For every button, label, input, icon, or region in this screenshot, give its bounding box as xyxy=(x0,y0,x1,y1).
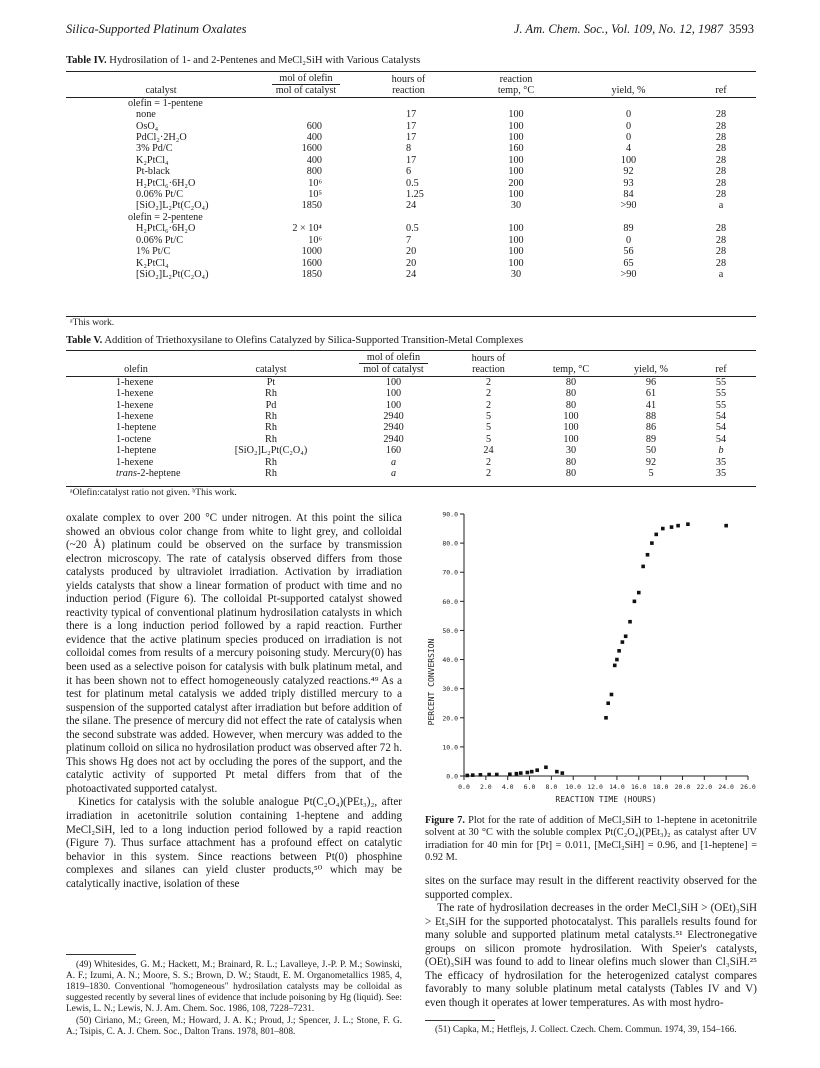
table4-header-ratio: $\frac{\text{mol of olefin}}{\text{mol of catalyst}}$ xyxy=(256,73,356,97)
cell-hours: 2 xyxy=(485,399,492,411)
data-point xyxy=(628,620,632,624)
cell-ref: 28 xyxy=(715,109,727,121)
ref-50: (50) Ciriano, M.; Green, M.; Howard, J. A. K.; Proud, J.; Spencer, J. L.; Stone, F. G. A.; Tsipis, C. A. J. Chem. Soc., Dalton Trans. 1978, 801–808. xyxy=(66,1016,402,1037)
cell-yield: 50 xyxy=(645,445,657,457)
table-row xyxy=(66,166,756,177)
data-point xyxy=(530,770,534,774)
cell-olefin: 1-hexene xyxy=(116,456,154,468)
cell-ratio: 2940 xyxy=(383,411,404,423)
cell-temp: 30 xyxy=(510,200,522,212)
right-refs-rule xyxy=(425,1020,495,1021)
data-point xyxy=(633,600,637,604)
y-tick-label: 80.0 xyxy=(442,539,458,548)
data-point xyxy=(555,770,559,774)
figure7-caption: Figure 7. Plot for the rate of addition of MeCl₂SiH to 1-heptene in acetonitrile solvent at 30 °C with the soluble complex Pt(C₂O₄)(PEt₃)₂ as catalyst after UV irradiation for 40 min for [Pt] = 0.011, [MeCl₂SiH] = 0.96, and [1-heptene] = 0.92 M. xyxy=(425,815,757,863)
cell-catalyst: Pd xyxy=(265,399,277,411)
table-row xyxy=(66,388,756,399)
cell-hours: 7 xyxy=(406,234,412,246)
cell-temp: 100 xyxy=(563,422,579,434)
data-point xyxy=(613,664,617,668)
data-point xyxy=(654,533,658,537)
cell-ref: 54 xyxy=(715,433,727,445)
cell-temp: 100 xyxy=(508,132,524,144)
cell-ref: 55 xyxy=(715,388,727,400)
table-row xyxy=(66,189,756,200)
data-point xyxy=(604,716,608,720)
y-tick-label: 60.0 xyxy=(442,597,458,606)
x-tick-label: 20.0 xyxy=(674,783,691,791)
table4-caption: Table IV. Hydrosilation of 1- and 2-Pentenes and MeCl₂SiH with Various Catalysts xyxy=(66,55,421,66)
data-point xyxy=(561,771,565,775)
cell-catalyst: H₂PtCl₆·6H₂O xyxy=(136,177,196,189)
table4-header-hours: hours of reaction xyxy=(391,74,426,97)
cell-ref: 28 xyxy=(715,223,727,235)
cell-temp: 200 xyxy=(508,177,524,189)
cell-temp: 100 xyxy=(508,246,524,258)
table4-group-label: olefin = 1-pentene xyxy=(128,97,203,109)
cell-olefin: 1-hexene xyxy=(116,388,154,400)
cell-yield: 0 xyxy=(625,234,632,246)
cell-hours: 2 xyxy=(485,376,492,388)
table-row xyxy=(66,132,756,143)
cell-yield: 100 xyxy=(620,154,637,166)
table5-header-catalyst: catalyst xyxy=(255,364,287,376)
plot-axes xyxy=(460,514,748,780)
table-row xyxy=(66,178,756,189)
cell-yield: >90 xyxy=(620,268,637,280)
cell-catalyst: K₂PtCl₄ xyxy=(136,154,169,166)
cell-ref: 28 xyxy=(715,166,727,178)
cell-temp: 100 xyxy=(508,257,524,269)
x-axis-label: REACTION TIME (HOURS) xyxy=(555,795,657,804)
cell-yield: 86 xyxy=(645,422,657,434)
data-point xyxy=(724,524,728,528)
cell-yield: 89 xyxy=(623,223,634,235)
y-tick-label: 70.0 xyxy=(442,568,458,577)
x-tick-label: 22.0 xyxy=(696,783,713,791)
table5-header-hours: hours of reaction xyxy=(471,353,506,376)
cell-ratio xyxy=(256,109,356,120)
cell-ref: a xyxy=(718,268,724,280)
table4-bottom-rule xyxy=(66,316,756,317)
cell-ref: b xyxy=(718,445,724,457)
table-row xyxy=(66,411,756,422)
table-row xyxy=(66,143,756,154)
table5-header-ratio: $\frac{\text{mol of olefin}}{\text{mol of catalyst}}$ xyxy=(336,352,451,376)
right-paragraph-2: The rate of hydrosilation decreases in the order MeCl₂SiH > (OEt)₃SiH > Et₃SiH for the supported photocatalyst. This parallels results found for many soluble and supported platinum metal catalysts.⁵¹ Electronegative groups on silicon promote hydrosilation. With Speier's catalysts, (OEt)₃SiH was found to add to linear olefins much slower than Cl₃SiH.²⁵ The efficacy of hydrosilation for the heterogenized catalyst compares favorably to many soluble platinum metal catalysts (Tables IV and V) even though it operates at lower temperatures. As with most hydro- xyxy=(425,902,757,1009)
cell-ref: 28 xyxy=(715,246,727,258)
cell-hours: 24 xyxy=(406,268,417,280)
cell-temp: 100 xyxy=(508,166,524,178)
left-paragraph-2: Kinetics for catalysis with the soluble analogue Pt(C₂O₄)(PEt₃)₂, after irradiation in acetonitrile solution containing 1-heptene and adding MeCl₂SiH, led to a long induction period followed by a rapid reaction (Figure 7). Thus surface attachment has a profound effect on catalytic behavior in this system. Since reactions between Pt(0) phosphine complexes and silanes can yield cluster products,⁵⁰ which may be catalytically inactive, isolation of these xyxy=(66,796,402,890)
table4-header-ref: ref xyxy=(715,85,727,97)
cell-ref: 28 xyxy=(715,257,727,269)
table5-header-row xyxy=(66,352,756,376)
data-points xyxy=(465,522,727,777)
cell-olefin: 1-heptene xyxy=(116,445,157,457)
cell-yield: 96 xyxy=(645,376,657,388)
cell-hours: 17 xyxy=(406,120,417,132)
table4-footnote: ᵃThis work. xyxy=(70,317,115,328)
cell-yield: 0 xyxy=(625,132,632,144)
table5-footnote: ᵃOlefin:catalyst ratio not given. ᵇThis work. xyxy=(70,487,237,498)
table-row xyxy=(66,223,756,234)
cell-hours: 2 xyxy=(485,456,492,468)
cell-ratio: 800 xyxy=(306,166,322,178)
cell-temp: 30 xyxy=(565,445,577,457)
table-row xyxy=(66,269,756,280)
data-point xyxy=(526,771,530,775)
cell-temp: 30 xyxy=(510,268,522,280)
table5-header-ref: ref xyxy=(715,364,727,376)
table5 xyxy=(66,352,756,479)
cell-olefin: 1-hexene xyxy=(116,376,154,388)
table-row xyxy=(66,121,756,132)
cell-ratio: 1600 xyxy=(301,143,322,155)
y-tick-label: 40.0 xyxy=(442,656,458,665)
cell-ref: 54 xyxy=(715,422,727,434)
cell-catalyst: Pt xyxy=(266,376,276,388)
cell-ratio: 1850 xyxy=(301,268,322,280)
cell-catalyst: 0.06% Pt/C xyxy=(136,189,183,201)
data-point xyxy=(621,640,625,644)
cell-ratio: 2940 xyxy=(383,422,404,434)
y-tick-label: 10.0 xyxy=(442,743,458,752)
cell-ratio: 1600 xyxy=(301,257,322,269)
cell-ratio: 1000 xyxy=(301,246,322,258)
table4-body xyxy=(66,97,756,280)
table-row xyxy=(66,200,756,211)
table4-header-catalyst: catalyst xyxy=(145,85,177,97)
table5-caption: Table V. Addition of Triethoxysilane to Olefins Catalyzed by Silica-Supported Transition-Metal Complexes xyxy=(66,335,524,346)
cell-ref: 28 xyxy=(715,132,727,144)
data-point xyxy=(495,773,499,777)
cell-temp: 100 xyxy=(508,234,524,246)
cell-hours: 17 xyxy=(406,132,417,144)
cell-hours: 6 xyxy=(406,166,412,178)
data-point xyxy=(544,765,548,769)
data-point xyxy=(676,524,680,528)
cell-yield: 88 xyxy=(645,411,657,423)
cell-catalyst: Pt-black xyxy=(136,166,170,178)
cell-catalyst: 1% Pt/C xyxy=(136,246,171,258)
cell-hours: 8 xyxy=(406,143,412,155)
cell-temp: 160 xyxy=(508,143,524,155)
cell-ratio: 400 xyxy=(306,132,322,144)
table5-header-olefin: olefin xyxy=(124,364,148,376)
table4-group-row xyxy=(66,212,756,223)
cell-ratio: 400 xyxy=(306,154,322,166)
y-tick-label: 0.0 xyxy=(446,772,458,781)
cell-ref: 54 xyxy=(715,411,727,423)
cell-temp: 100 xyxy=(563,433,579,445)
x-tick-label: 26.0 xyxy=(740,783,756,791)
x-tick-label: 8.0 xyxy=(545,783,558,791)
cell-temp: 80 xyxy=(565,456,577,468)
cell-hours: 5 xyxy=(485,411,492,423)
left-refs-rule xyxy=(66,954,136,955)
cell-ratio: 1850 xyxy=(301,200,322,212)
cell-temp: 100 xyxy=(563,411,579,423)
cell-ref: 28 xyxy=(715,143,727,155)
cell-ratio: a xyxy=(390,456,397,468)
cell-ratio: 160 xyxy=(385,445,402,457)
table-row xyxy=(66,434,756,445)
cell-catalyst: none xyxy=(136,109,156,121)
cell-ratio: 100 xyxy=(385,376,402,388)
table4-top-rule xyxy=(66,71,756,72)
table4-header-temp: reaction temp, °C xyxy=(497,74,535,97)
x-tick-label: 18.0 xyxy=(652,783,669,791)
cell-ratio: 10⁶ xyxy=(308,177,322,189)
data-point xyxy=(646,553,650,557)
data-point xyxy=(606,701,610,705)
cell-hours: 5 xyxy=(485,433,492,445)
page-number: 3593 xyxy=(729,22,754,36)
cell-ratio: 10⁵ xyxy=(308,189,322,201)
table5-body xyxy=(66,376,756,479)
ref-49: (49) Whitesides, G. M.; Hackett, M.; Brainard, R. L.; Lavalleye, J.-P. P. M.; Sowinski, A. F.; Izumi, A. N.; Moore, S. S.; Brown, D. W.; Staudt, E. M. Organometallics 1985, 4, 1819–1830. Conventional "homogeneous" hydrosilation catalysts may be colloidal as suggested recently by several lines of evidence that include poisoning by Hg (liquid). See: Lewis, L. N.; Lewis, N. J. Am. Chem. Soc. 1986, 108, 7228–7231. xyxy=(66,960,402,1014)
data-point xyxy=(610,693,614,697)
cell-temp: 80 xyxy=(565,399,577,411)
tick-labels xyxy=(442,511,756,792)
cell-catalyst: [SiO₂]L₂Pt(C₂O₄) xyxy=(234,445,308,457)
data-point xyxy=(637,591,641,595)
table4 xyxy=(66,73,756,280)
cell-ratio: 2940 xyxy=(383,433,404,445)
cell-ref: 55 xyxy=(715,399,727,411)
cell-yield: 5 xyxy=(648,468,654,480)
cell-ref: 28 xyxy=(715,154,727,166)
cell-hours: 24 xyxy=(406,200,417,212)
cell-catalyst: 0.06% Pt/C xyxy=(136,234,183,246)
cell-yield: 0 xyxy=(625,109,632,121)
table-row xyxy=(66,445,756,456)
cell-catalyst: 3% Pd/C xyxy=(136,143,173,155)
cell-temp: 100 xyxy=(508,189,524,201)
x-tick-label: 6.0 xyxy=(523,783,536,791)
table-row xyxy=(66,258,756,269)
cell-hours: 2 xyxy=(485,388,492,400)
cell-yield: 92 xyxy=(623,166,634,178)
cell-yield: 4 xyxy=(625,143,632,155)
right-column-text xyxy=(425,875,757,1010)
x-tick-label: 4.0 xyxy=(501,783,514,791)
cell-ratio: 10⁶ xyxy=(308,234,322,246)
running-head xyxy=(66,22,754,40)
cell-temp: 80 xyxy=(565,376,577,388)
y-tick-label: 30.0 xyxy=(442,685,458,694)
data-point xyxy=(650,541,654,545)
cell-ratio: a xyxy=(390,468,397,480)
cell-hours: 20 xyxy=(406,246,417,258)
table5-header-temp: temp, °C xyxy=(552,364,590,376)
cell-temp: 100 xyxy=(508,154,524,166)
cell-ref: 28 xyxy=(715,234,727,246)
cell-hours: 2 xyxy=(485,468,492,480)
data-point xyxy=(615,658,619,662)
cell-yield: 89 xyxy=(645,433,657,445)
y-axis-label: PERCENT CONVERSION xyxy=(427,638,436,726)
cell-ratio: 600 xyxy=(306,120,322,132)
cell-olefin: 1-hexene xyxy=(116,411,154,423)
table-row xyxy=(66,109,756,120)
cell-hours: 17 xyxy=(406,154,417,166)
cell-ratio: 2 × 10⁴ xyxy=(292,223,322,235)
cell-hours: 24 xyxy=(483,445,494,457)
table-row xyxy=(66,422,756,433)
cell-yield: >90 xyxy=(620,200,637,212)
cell-temp: 80 xyxy=(565,468,577,480)
cell-catalyst: Rh xyxy=(265,422,277,434)
cell-ref: 35 xyxy=(715,456,727,468)
cell-yield: 61 xyxy=(645,388,657,400)
table-row xyxy=(66,457,756,468)
cell-olefin: trans-2-heptene xyxy=(116,468,181,480)
data-point xyxy=(519,771,523,775)
ref-51: (51) Capka, M.; Hetflejs, J. Collect. Czech. Chem. Commun. 1974, 39, 154–166. xyxy=(435,1025,737,1035)
cell-hours: 1.25 xyxy=(406,189,424,201)
data-point xyxy=(535,768,539,772)
cell-hours: 0.5 xyxy=(406,177,419,189)
cell-temp: 100 xyxy=(508,223,524,235)
left-paragraph-1: oxalate complex to over 200 °C under nitrogen. At this point the silica showed an obvious color change from white to light grey, and colloidal (~20 Å) platinum could be observed on the surface by transmission electron microscopy. The rate of catalysis observed differs from those catalysts produced by ultraviolet irradiation. Activation by irradiation yields catalysts that show a linear formation of product with time and no induction period (Figure 6). The colloidal Pt-supported catalyst showed reactivity typical of conventional platinum hydrosilation catalysts in which there is a long induction period followed by a rapid reaction. Further evidence that the active platinum species produced on irradiation is not colloidal comes from results of a mercury poisoning study. Mercury(0) has been used as a selective poison for catalysis with bulk platinum metal, and it has been shown not to effect homogeneously catalyzed reactions.⁴⁹ As a test for platinum metal catalysis we added triply distilled mercury to a suspension of the supported catalyst after irradiation but before addition of the silane. The presence of mercury did not effect the rate of catalysis when the second substrate was added. However, when mercury was added to the platinum colloid on silica no hydrosilation product was observed after 72 h. This shows Hg does not act by occluding the pores of the support, and the catalytic activity of supported Pt metal differs from that of the photoactivated supported catalyst. xyxy=(66,512,402,795)
cell-olefin: 1-octene xyxy=(116,433,152,445)
data-point xyxy=(686,522,690,526)
cell-olefin: 1-heptene xyxy=(116,422,157,434)
right-column-refs xyxy=(425,1025,757,1037)
cell-catalyst: Rh xyxy=(265,456,277,468)
cell-yield: 93 xyxy=(623,177,634,189)
x-tick-label: 12.0 xyxy=(587,783,603,791)
data-point xyxy=(661,527,665,531)
x-tick-label: 16.0 xyxy=(630,783,647,791)
cell-hours: 0.5 xyxy=(406,223,419,235)
running-head-journal: J. Am. Chem. Soc., Vol. 109, No. 12, 1987 3593 xyxy=(513,22,754,36)
cell-ref: 28 xyxy=(715,177,727,189)
cell-hours: 5 xyxy=(485,422,492,434)
cell-ratio: 100 xyxy=(385,399,402,411)
y-tick-label: 90.0 xyxy=(442,510,458,519)
data-point xyxy=(641,565,645,569)
cell-yield: 0 xyxy=(625,120,632,132)
table4-group-label: olefin = 2-pentene xyxy=(128,211,203,223)
cell-catalyst: OsO₄ xyxy=(136,120,159,132)
figure7-plot xyxy=(418,504,758,804)
cell-hours: 17 xyxy=(406,109,417,121)
cell-hours: 20 xyxy=(406,257,417,269)
table5-header-yield: yield, % xyxy=(634,364,668,376)
table-row xyxy=(66,235,756,246)
cell-catalyst: Rh xyxy=(265,433,277,445)
right-paragraph-1: sites on the surface may result in the different reactivity observed for the supported complex. xyxy=(425,875,757,901)
cell-catalyst: [SiO₂]L₂Pt(C₂O₄) xyxy=(136,200,209,212)
data-point xyxy=(465,774,469,778)
cell-catalyst: K₂PtCl₄ xyxy=(136,257,169,269)
table-row xyxy=(66,155,756,166)
table-row xyxy=(66,246,756,257)
table4-header-row xyxy=(66,73,756,97)
x-tick-label: 24.0 xyxy=(718,783,734,791)
cell-catalyst: [SiO₂]L₂Pt(C₂O₄) xyxy=(136,268,209,280)
data-point xyxy=(479,773,483,777)
cell-yield: 56 xyxy=(623,246,634,258)
cell-yield: 84 xyxy=(623,189,634,201)
table4-header-yield: yield, % xyxy=(611,85,646,97)
cell-olefin: 1-hexene xyxy=(116,399,154,411)
cell-ref: 28 xyxy=(715,120,727,132)
table-row xyxy=(66,468,756,479)
running-head-title: Silica-Supported Platinum Oxalates xyxy=(66,22,247,36)
table-row xyxy=(66,400,756,411)
cell-yield: 92 xyxy=(645,456,657,468)
cell-yield: 65 xyxy=(623,257,634,269)
data-point xyxy=(515,772,519,776)
data-point xyxy=(670,525,674,529)
data-point xyxy=(624,634,628,638)
data-point xyxy=(617,649,621,653)
cell-yield: 41 xyxy=(645,399,657,411)
cell-catalyst: Rh xyxy=(265,468,277,480)
cell-temp: 100 xyxy=(508,109,524,121)
cell-ref: a xyxy=(718,200,724,212)
cell-catalyst: PdCl₂·2H₂O xyxy=(136,132,187,144)
table-row xyxy=(66,376,756,388)
table5-top-rule xyxy=(66,350,756,351)
cell-ref: 35 xyxy=(715,468,727,480)
x-tick-label: 10.0 xyxy=(565,783,582,791)
data-point xyxy=(508,772,512,776)
cell-ref: 55 xyxy=(715,376,727,388)
x-tick-label: 2.0 xyxy=(479,783,492,791)
y-tick-label: 20.0 xyxy=(442,714,458,723)
table4-group-row xyxy=(66,97,756,109)
cell-temp: 80 xyxy=(565,388,577,400)
left-column-text xyxy=(66,512,402,891)
cell-catalyst: Rh xyxy=(265,411,277,423)
y-tick-label: 50.0 xyxy=(442,626,458,635)
cell-ref: 28 xyxy=(715,189,727,201)
data-point xyxy=(487,773,491,777)
x-tick-label: 14.0 xyxy=(609,783,625,791)
cell-catalyst: Rh xyxy=(265,388,277,400)
cell-catalyst: H₂PtCl₆·6H₂O xyxy=(136,223,196,235)
left-column-refs xyxy=(66,960,402,1039)
x-tick-label: 0.0 xyxy=(458,783,470,791)
cell-temp: 100 xyxy=(508,120,524,132)
data-point xyxy=(471,773,475,777)
cell-ratio: 100 xyxy=(385,388,402,400)
